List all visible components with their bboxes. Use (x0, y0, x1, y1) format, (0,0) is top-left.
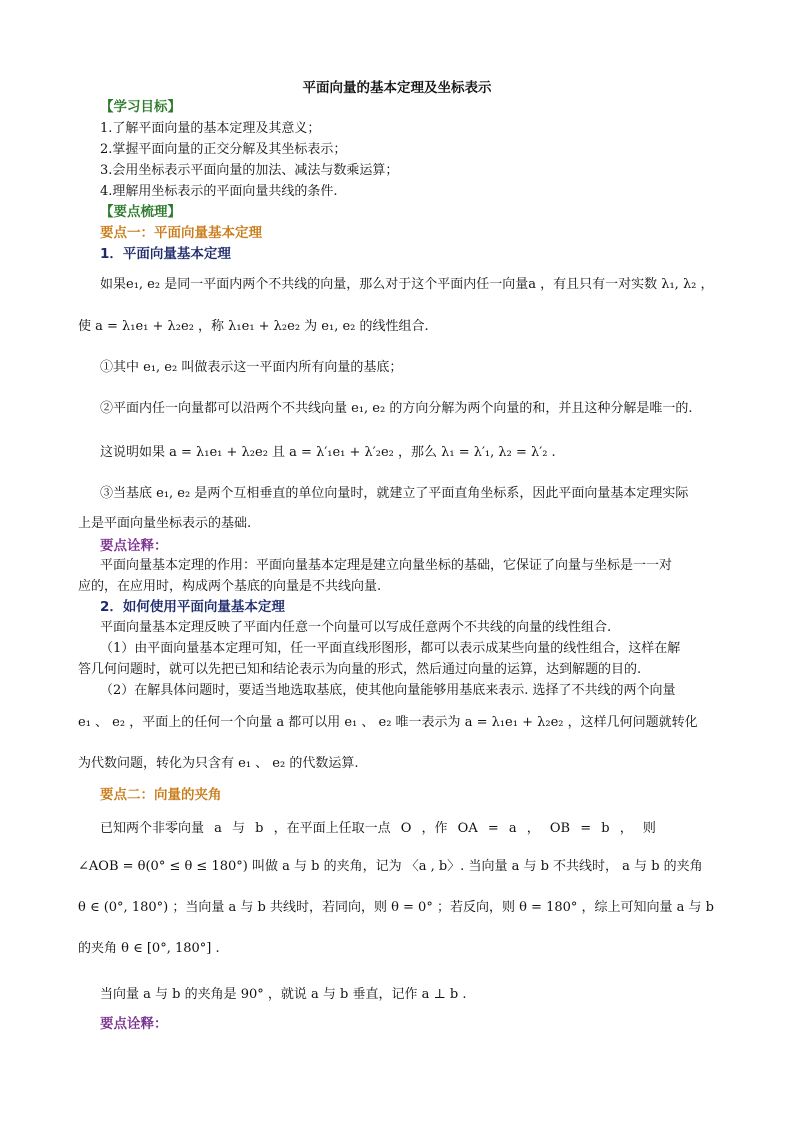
note-line: 应的，在应用时，构成两个基底的向量是不共线向量. (78, 579, 382, 594)
point1-subheading: 2．如何使用平面向量基本定理 (100, 599, 285, 615)
theorem-line: 这说明如果 a = λ₁e₁ + λ₂e₂ 且 a = λ′₁e₁ + λ′₂e₂ ，那么 λ₁ = λ′₁, λ₂ = λ′₂ . (100, 445, 556, 460)
angle-line: θ ∈ (0°, 180°) ；当向量 a 与 b 共线时，若同向，则 θ = 0° ；若反向，则 θ = 180° ，综上可知向量 a 与 b (78, 900, 714, 915)
usage-line: 平面向量基本定理反映了平面内任意一个向量可以写成任意两个不共线的向量的线性组合. (100, 620, 612, 635)
theorem-line: ①其中 e₁, e₂ 叫做表示这一平面内所有向量的基底； (100, 360, 403, 375)
angle-line: 的夹角 θ ∈ [0°, 180°] . (78, 941, 220, 956)
angle-line: 已知两个非零向量 a 与 b ，在平面上任取一点 O ，作 OA = a ， OB = b ， 则 (100, 821, 656, 836)
objectives-header: 【学习目标】 (100, 99, 181, 115)
angle-line: ∠AOB = θ(0° ≤ θ ≤ 180°) 叫做 a 与 b 的夹角，记为 〈a , b〉. 当向量 a 与 b 不共线时， a 与 b 的夹角 (78, 859, 703, 874)
objective-item: 4.理解用坐标表示的平面向量共线的条件. (100, 184, 338, 199)
usage-line: （2）在解具体问题时，要适当地选取基底，使其他向量能够用基底来表示. 选择了不共线的两个向量 (100, 683, 676, 698)
objective-item: 1.了解平面向量的基本定理及其意义； (100, 121, 321, 136)
theorem-line: ②平面内任一向量都可以沿两个不共线向量 e₁, e₂ 的方向分解为两个向量的和，并且这种分解是唯一的. (100, 401, 693, 416)
page-title: 平面向量的基本定理及坐标表示 (302, 80, 492, 96)
usage-line: （1）由平面向量基本定理可知，任一平面直线形图形，都可以表示成某些向量的线性组合，这样在解 (100, 641, 681, 656)
theorem-line: 使 a = λ₁e₁ + λ₂e₂ ，称 λ₁e₁ + λ₂e₂ 为 e₁, e₂ 的线性组合. (78, 319, 429, 334)
theorem-line: 上是平面向量坐标表示的基础. (78, 516, 252, 531)
theorem-line: 如果e₁, e₂ 是同一平面内两个不共线的向量，那么对于这个平面内任一向量a ，有且只有一对实数 λ₁, λ₂ ， (100, 277, 714, 292)
usage-line: 答几何问题时，就可以先把已知和结论表示为向量的形式，然后通过向量的运算，达到解题的目的. (78, 662, 642, 677)
usage-line: 为代数问题，转化为只含有 e₁ 、 e₂ 的代数运算. (78, 756, 359, 771)
note-heading: 要点诠释： (100, 538, 168, 554)
note-line: 平面向量基本定理的作用：平面向量基本定理是建立向量坐标的基础，它保证了向量与坐标是一一对 (100, 558, 673, 573)
point1-heading: 要点一：平面向量基本定理 (100, 225, 262, 241)
note-heading: 要点诠释： (100, 1016, 168, 1032)
angle-line: 当向量 a 与 b 的夹角是 90° ，就说 a 与 b 垂直，记作 a ⊥ b . (100, 987, 467, 1002)
usage-line: e₁ 、 e₂ ，平面上的任何一个向量 a 都可以用 e₁ 、 e₂ 唯一表示为 a = λ₁e₁ + λ₂e₂ ，这样几何问题就转化 (78, 715, 698, 730)
point2-heading: 要点二：向量的夹角 (100, 787, 222, 803)
objective-item: 3.会用坐标表示平面向量的加法、减法与数乘运算； (100, 163, 399, 178)
summary-header: 【要点梳理】 (100, 204, 181, 220)
objective-item: 2.掌握平面向量的正交分解及其坐标表示； (100, 142, 347, 157)
point1-subheading: 1．平面向量基本定理 (100, 246, 231, 262)
theorem-line: ③当基底 e₁, e₂ 是两个互相垂直的单位向量时，就建立了平面直角坐标系，因此平面向量基本定理实际 (100, 486, 689, 501)
